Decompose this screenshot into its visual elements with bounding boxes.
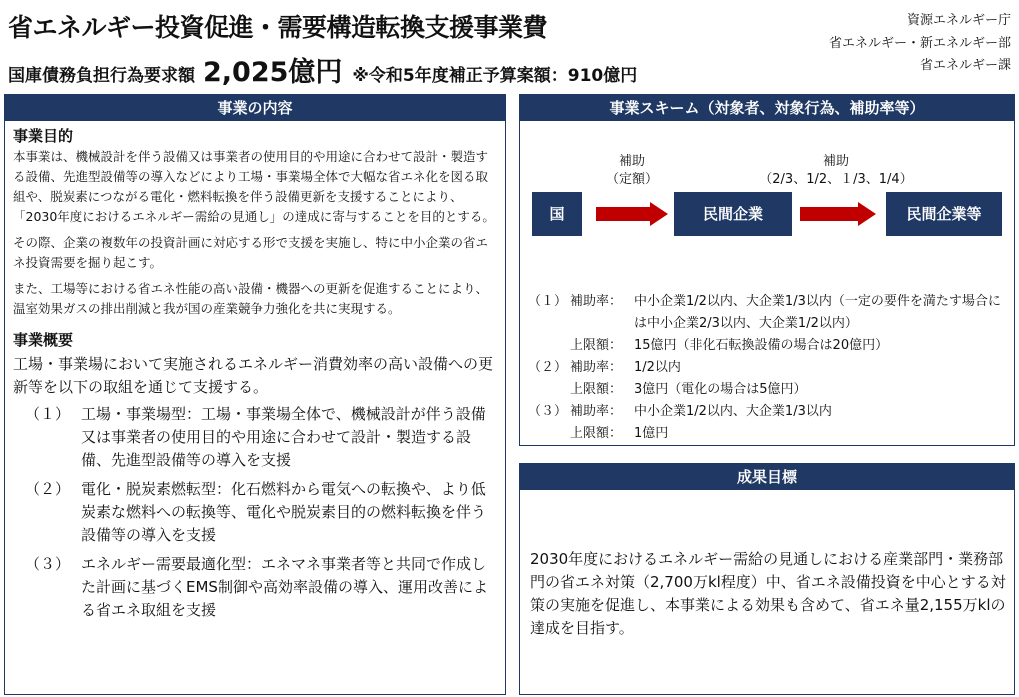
rate-key: 補助率： — [570, 404, 623, 419]
rate-row — [528, 335, 1010, 357]
overview-item-text: 電化・脱炭素燃転型：化石燃料から電気への転換や、より低炭素な燃料への転換等、電化や脱炭素目的の燃料転換を伴う設備等の導入を支援 — [81, 480, 487, 544]
goal-panel-heading: 成果目標 — [520, 464, 1014, 490]
rate-row — [528, 379, 1010, 401]
rate-value: 15億円（非化石転換設備の場合は20億円） — [634, 338, 889, 353]
rate-key: 上限額： — [570, 426, 623, 441]
overview-text: 工場・事業場において実施されるエネルギー消費効率の高い設備への更新等を以下の取組を通じて支援する。 — [13, 355, 494, 396]
overview-item — [13, 403, 497, 472]
goal-panel — [519, 463, 1015, 695]
agency-block — [829, 10, 1011, 78]
rate-number — [528, 379, 570, 401]
agency-division: 省エネルギー課 — [919, 58, 1011, 73]
flow-node-private-companies: 民間企業等 — [886, 192, 1002, 236]
flow-arrow-label-1 — [598, 153, 666, 189]
overview-item-text: エネルギー需要最適化型：エネマネ事業者等と共同で作成した計画に基づくEMS制御や高効率設備の導入、運用改善による省エネ取組を支援 — [81, 555, 488, 619]
content-panel — [4, 94, 506, 695]
overview-item-number: （３） — [25, 555, 71, 573]
rate-number — [528, 335, 570, 357]
flow-arrow-label-line: （2/3、1/2、１/3、1/4） — [759, 172, 913, 187]
rate-row — [528, 291, 1010, 335]
goal-text: 2030年度におけるエネルギー需給の見通しにおける産業部門・業務部門の省エネ対策（2,700万kl程度）中、省エネ設備投資を中心とする対策の実施を促進し、本事業による効果も含めて、省エネ量2,155万klの達成を目指す。 — [530, 550, 1006, 637]
subsidy-rates — [528, 291, 1010, 445]
rate-number: （２） — [528, 360, 568, 375]
purpose-paragraph: その際、企業の複数年の投資計画に対応する形で支援を実施し、特に中小企業の省エネ投資需要を掘り起こす。 — [13, 235, 489, 270]
rate-row — [528, 423, 1010, 445]
overview-title: 事業概要 — [13, 331, 74, 349]
flow-node-private-company: 民間企業 — [674, 192, 792, 236]
overview-item — [13, 553, 497, 622]
rate-value: 中小企業1/2以内、大企業1/3以内 — [634, 404, 832, 419]
rate-value: 1/2以内 — [634, 360, 681, 375]
flow-arrow-right-icon — [596, 202, 668, 226]
overview-item-number: （２） — [25, 480, 71, 498]
purpose-title: 事業目的 — [13, 127, 74, 145]
rate-value: 中小企業1/2以内、大企業1/3以内（一定の要件を満たす場合には中小企業2/3以内、大企業1/2以内） — [634, 294, 1001, 331]
rate-value: 3億円（電化の場合は5億円） — [634, 382, 807, 397]
supplementary-note: ※令和5年度補正予算案額：910億円 — [352, 66, 638, 86]
overview-item — [13, 478, 497, 547]
flow-arrow-label-line: 補助 — [618, 154, 645, 169]
rate-key: 上限額： — [570, 338, 623, 353]
scheme-panel — [519, 94, 1015, 446]
rate-key: 上限額： — [570, 382, 623, 397]
flow-node-government: 国 — [532, 192, 582, 236]
agency-department: 省エネルギー・新エネルギー部 — [828, 35, 1011, 51]
request-label: 国庫債務負担行為要求額 — [8, 66, 195, 86]
flow-arrow-label-line: 補助 — [822, 154, 849, 169]
content-panel-heading: 事業の内容 — [5, 95, 505, 121]
budget-line — [8, 50, 637, 89]
scheme-diagram — [520, 121, 1014, 445]
rate-row — [528, 357, 1010, 379]
flow-arrow-label-2 — [746, 153, 926, 189]
rate-key: 補助率： — [570, 360, 623, 375]
purpose-paragraph: また、工場等における省エネ性能の高い設備・機器への更新を促進することにより、温室効果ガスの排出削減と我が国の産業競争力強化を共に実現する。 — [13, 281, 489, 316]
overview-list — [13, 403, 497, 622]
rate-value: 1億円 — [634, 426, 669, 441]
rate-number: （３） — [528, 404, 568, 419]
rate-row — [528, 401, 1010, 423]
flow-arrow-right-icon — [800, 202, 876, 226]
scheme-panel-heading: 事業スキーム（対象者、対象行為、補助率等） — [520, 95, 1014, 121]
flow-arrow-label-line: （定額） — [605, 172, 658, 187]
rate-key: 補助率： — [570, 294, 623, 309]
purpose-paragraph: 本事業は、機械設計を伴う設備又は事業者の使用目的や用途に合わせて設計・製造する設備、先進型設備等の導入などにより工場・事業場全体で大幅な省エネ化を図る取組や、脱炭素につながる電化・燃料転換を伴う設備更新を支援することにより、「2030年度におけるエネルギー需給の見通し」の達成に寄与することを目的とする。 — [13, 149, 495, 224]
agency-name: 資源エネルギー庁 — [906, 13, 1011, 28]
page-title: 省エネルギー投資促進・需要構造転換支援事業費 — [8, 13, 548, 42]
rate-number — [528, 423, 570, 445]
request-amount: 2,025億円 — [203, 57, 343, 88]
rate-number: （１） — [528, 294, 568, 309]
overview-item-number: （１） — [25, 405, 71, 423]
overview-item-text: 工場・事業場型：工場・事業場全体で、機械設計が伴う設備又は事業者の使用目的や用途に合わせて設計・製造する設備、先進型設備等の導入を支援 — [81, 405, 486, 469]
